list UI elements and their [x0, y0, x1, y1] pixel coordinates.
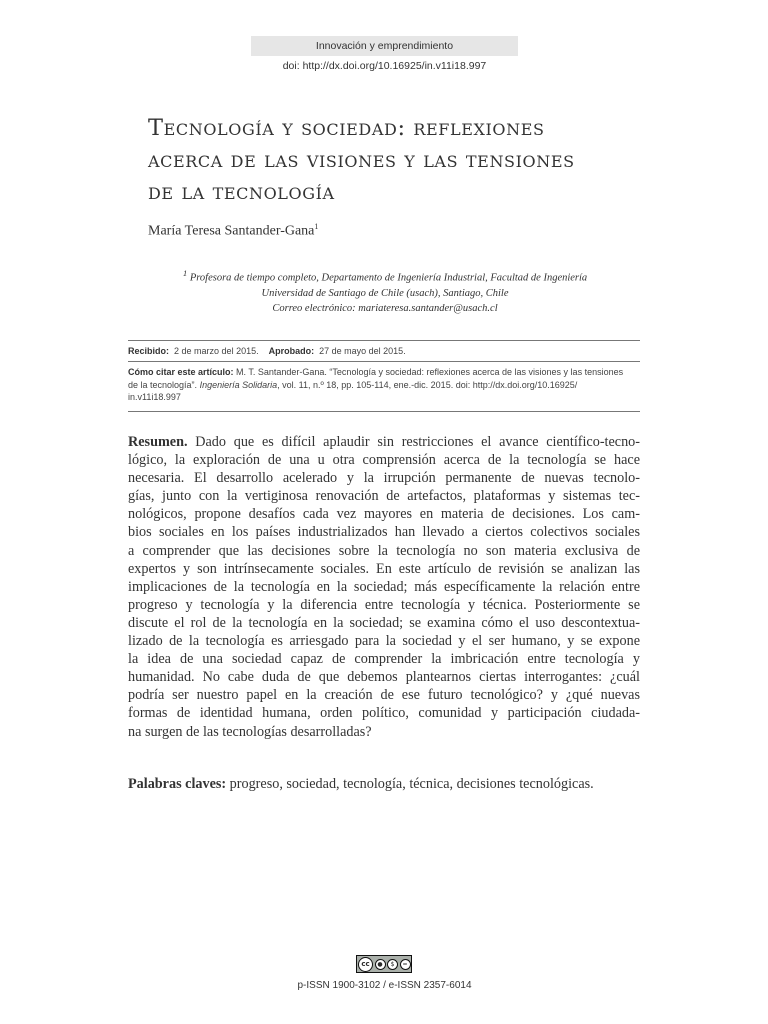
article-title — [148, 112, 668, 208]
nc-icon: $ — [387, 959, 398, 970]
keywords — [128, 776, 640, 793]
title-line-2: acerca de las visiones y las tensiones — [148, 147, 575, 173]
abstract-label: Resumen. — [128, 434, 188, 450]
divider-bottom — [128, 411, 640, 412]
section-header: Innovación y emprendimiento — [251, 36, 518, 56]
received-label: Recibido: — [128, 346, 170, 356]
abstract-line: a comprender que las decisiones sobre la tecnología no son materia exclusiva de — [128, 542, 640, 559]
title-line-3: de la tecnología — [148, 179, 335, 205]
keywords-label: Palabras claves: — [128, 776, 227, 792]
cc-icon: cc — [358, 957, 373, 972]
abstract-line: expertos y son intrínsecamente sociales. En este artículo de revisión se analizan las — [128, 560, 640, 577]
title-line-1: Tecnología y sociedad: reflexiones — [148, 115, 545, 141]
by-icon: ● — [375, 959, 386, 970]
affiliation — [130, 266, 640, 316]
affiliation-line-2: Universidad de Santiago de Chile (usach), Santiago, Chile — [261, 287, 509, 299]
abstract-line: discute el rol de la tecnología en la sociedad; se examina cómo el uso descontextua- — [128, 614, 640, 631]
abstract-line: Resumen. Dado que es difícil aplaudir sin restricciones el avance científico-tecno- — [128, 434, 640, 450]
citation-line-3: in.v11i18.997 — [128, 392, 181, 402]
abstract-line: humanidad. No cabe duda de que debemos plantearnos ciertas interrogantes: ¿cuál — [128, 669, 640, 686]
abstract-line: gías, junto con la vertiginosa renovación de artefactos, plataformas y sistemas tec- — [128, 488, 640, 505]
journal-name: Ingeniería Solidaria — [199, 379, 278, 390]
author-name — [148, 222, 318, 240]
affiliation-line-1: $^1$ Profesora de tiempo completo, Departamento de Ingeniería Industrial, Facultad de Ingeniería — [182, 268, 588, 284]
abstract-line: implicaciones de la tecnología en la sociedad; más específicamente la relación entre — [128, 578, 640, 595]
issn-line: p-ISSN 1900-3102 / e-ISSN 2357-6014 — [297, 980, 472, 991]
keywords-value: progreso, sociedad, tecnología, técnica, decisiones tecnológicas. — [226, 776, 594, 792]
affiliation-email[interactable]: Correo electrónico: mariateresa.santander@usach.cl — [272, 302, 498, 314]
approved-value: 27 de mayo del 2015. — [319, 346, 406, 356]
citation-line-2: de la tecnología”. Ingeniería Solidaria, vol. 11, n.º 18, pp. 105-114, ene.-dic. 2015. doi: http://dx.doi.org/10.16925/ — [128, 379, 578, 390]
abstract-line: na surgen de las tecnologías desarrolladas? — [128, 723, 372, 740]
abstract-line: la idea de una sociedad capaz de comprender la imbricación entre tecnología y — [128, 651, 640, 668]
divider-middle — [128, 361, 640, 362]
abstract-line: necesaria. El desarrollo acelerado y la irrupción permanente de nuevas tecnolo- — [128, 470, 640, 487]
abstract-line: bios sociales en los países industrializados han llevado a ciertos colectivos sociales — [128, 524, 640, 541]
abstract-line: progreso y tecnología y la diferencia entre tecnología y técnica. Posteriormente se — [128, 596, 640, 613]
affiliation-marker: 1 — [182, 268, 188, 278]
approved-label: Aprobado: — [268, 346, 315, 356]
doi-link[interactable]: doi: http://dx.doi.org/10.16925/in.v11i18.997 — [282, 60, 487, 72]
nd-icon: = — [400, 959, 411, 970]
abstract-line: formas de identidad humana, orden político, comunidad y participación ciudada- — [128, 705, 640, 722]
author-footnote-marker: 1 — [314, 222, 319, 231]
citation-block — [128, 366, 640, 404]
citation-label: Cómo citar este artículo: — [128, 367, 234, 377]
abstract-line: lizado de la tecnología es arriesgado para la sociedad y el ser humano, y se expone — [128, 633, 640, 650]
abstract-line: podría ser nuestro papel en la creación de ese futuro tecnológico? y ¿qué nuevas — [128, 687, 640, 704]
abstract-line: lógico, la exploración de una u otra comprensión acerca de la tecnología se hace — [128, 452, 640, 469]
dates-line — [128, 346, 640, 356]
creative-commons-badge[interactable] — [356, 955, 412, 973]
citation-line-1: Cómo citar este artículo: M. T. Santander-Gana. “Tecnología y sociedad: reflexiones acerca de las visiones y las tensiones — [128, 367, 624, 377]
author-text: María Teresa Santander-Gana — [148, 223, 315, 239]
abstract — [128, 433, 640, 741]
divider-top — [128, 340, 640, 341]
abstract-line: nológicos, propone desafíos cada vez mayores en materia de decisiones. Los cam- — [128, 506, 640, 523]
received-value: 2 de marzo del 2015. — [174, 346, 259, 356]
